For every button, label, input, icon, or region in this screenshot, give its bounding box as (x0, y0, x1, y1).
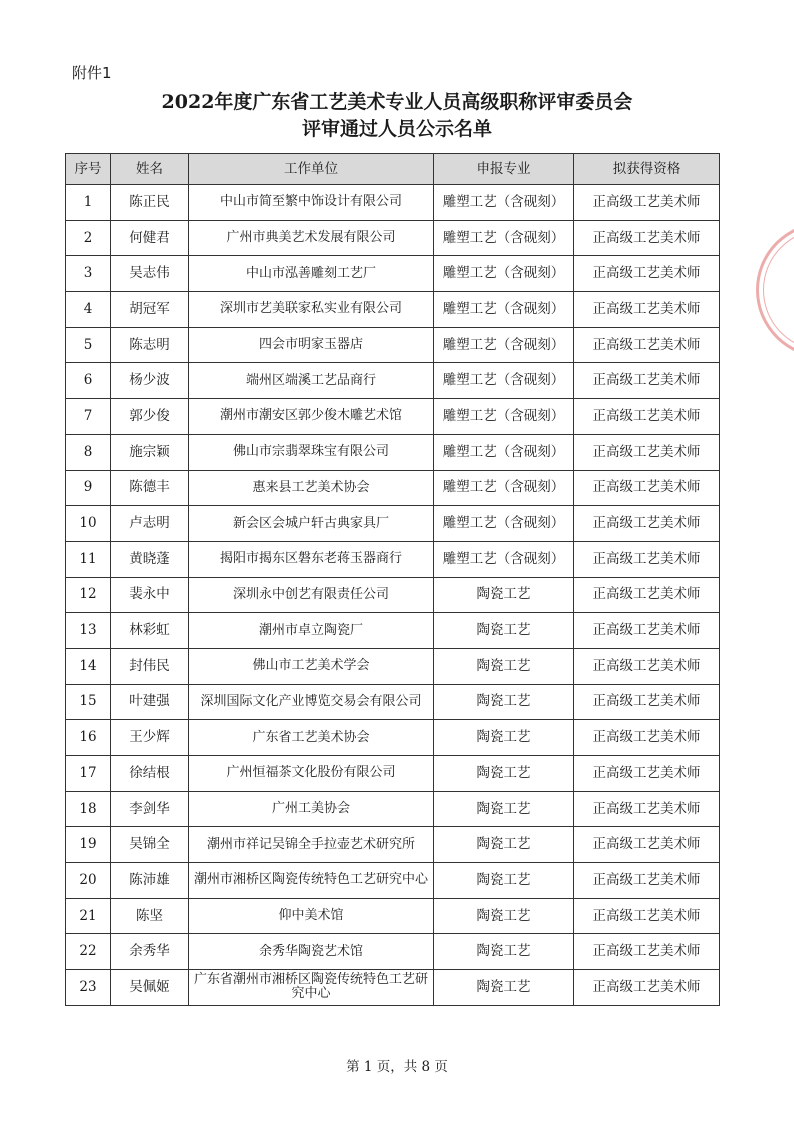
declared-major: 陶瓷工艺 (434, 827, 574, 863)
qualification: 正高级工艺美术师 (574, 577, 720, 613)
row-number: 19 (66, 827, 111, 863)
declared-major: 雕塑工艺（含砚刻） (434, 434, 574, 470)
row-number: 3 (66, 256, 111, 292)
qualification: 正高级工艺美术师 (574, 327, 720, 363)
work-unit: 广州工美协会 (189, 791, 434, 827)
person-name: 陈坚 (111, 898, 189, 934)
person-name: 陈德丰 (111, 470, 189, 506)
table-row (66, 827, 720, 863)
qualification: 正高级工艺美术师 (574, 684, 720, 720)
table-row (66, 648, 720, 684)
work-unit: 仰中美术馆 (189, 898, 434, 934)
work-unit: 四会市明家玉器店 (189, 327, 434, 363)
declared-major: 陶瓷工艺 (434, 934, 574, 970)
table-row (66, 970, 720, 1006)
table-row (66, 399, 720, 435)
declared-major: 雕塑工艺（含砚刻） (434, 470, 574, 506)
row-number: 4 (66, 292, 111, 328)
table-row (66, 292, 720, 328)
col-header-name: 姓名 (111, 154, 189, 185)
person-name: 胡冠军 (111, 292, 189, 328)
qualification: 正高级工艺美术师 (574, 970, 720, 1006)
work-unit: 余秀华陶瓷艺术馆 (189, 934, 434, 970)
table-header-row (66, 154, 720, 185)
work-unit: 潮州市湘桥区陶瓷传统特色工艺研究中心 (189, 863, 434, 899)
qualification: 正高级工艺美术师 (574, 756, 720, 792)
person-name: 陈沛雄 (111, 863, 189, 899)
row-number: 21 (66, 898, 111, 934)
qualification: 正高级工艺美术师 (574, 863, 720, 899)
work-unit: 潮州市卓立陶瓷厂 (189, 613, 434, 649)
work-unit: 端州区端溪工艺品商行 (189, 363, 434, 399)
qualification: 正高级工艺美术师 (574, 185, 720, 221)
person-name: 余秀华 (111, 934, 189, 970)
person-name: 叶建强 (111, 684, 189, 720)
person-name: 郭少俊 (111, 399, 189, 435)
row-number: 16 (66, 720, 111, 756)
table-row (66, 791, 720, 827)
row-number: 8 (66, 434, 111, 470)
work-unit: 揭阳市揭东区磐东老蒋玉器商行 (189, 541, 434, 577)
declared-major: 陶瓷工艺 (434, 648, 574, 684)
row-number: 17 (66, 756, 111, 792)
attachment-label: 附件1 (72, 64, 112, 82)
person-name: 吴佩姬 (111, 970, 189, 1006)
qualification: 正高级工艺美术师 (574, 648, 720, 684)
table-row (66, 720, 720, 756)
row-number: 23 (66, 970, 111, 1006)
declared-major: 雕塑工艺（含砚刻） (434, 363, 574, 399)
table-row (66, 470, 720, 506)
declared-major: 陶瓷工艺 (434, 613, 574, 649)
table-row (66, 327, 720, 363)
work-unit: 中山市简至繁中饰设计有限公司 (189, 185, 434, 221)
table-row (66, 577, 720, 613)
row-number: 20 (66, 863, 111, 899)
work-unit: 佛山市工艺美术学会 (189, 648, 434, 684)
table-row (66, 506, 720, 542)
declared-major: 雕塑工艺（含砚刻） (434, 399, 574, 435)
col-header-no: 序号 (66, 154, 111, 185)
table-row (66, 898, 720, 934)
row-number: 2 (66, 220, 111, 256)
person-name: 封伟民 (111, 648, 189, 684)
table-row (66, 363, 720, 399)
row-number: 1 (66, 185, 111, 221)
work-unit: 深圳国际文化产业博览交易会有限公司 (189, 684, 434, 720)
work-unit: 潮州市潮安区郭少俊木雕艺术馆 (189, 399, 434, 435)
table-row (66, 756, 720, 792)
declared-major: 陶瓷工艺 (434, 577, 574, 613)
work-unit: 深圳市艺美联家私实业有限公司 (189, 292, 434, 328)
person-name: 吴志伟 (111, 256, 189, 292)
qualification: 正高级工艺美术师 (574, 363, 720, 399)
col-header-major: 申报专业 (434, 154, 574, 185)
declared-major: 雕塑工艺（含砚刻） (434, 327, 574, 363)
qualification: 正高级工艺美术师 (574, 541, 720, 577)
qualification: 正高级工艺美术师 (574, 292, 720, 328)
document-subtitle: 评审通过人员公示名单 (301, 118, 492, 140)
declared-major: 陶瓷工艺 (434, 684, 574, 720)
document-title: 2022年度广东省工艺美术专业人员高级职称评审委员会 (161, 91, 633, 113)
person-name: 何健君 (111, 220, 189, 256)
qualification: 正高级工艺美术师 (574, 256, 720, 292)
work-unit: 惠来县工艺美术协会 (189, 470, 434, 506)
row-number: 22 (66, 934, 111, 970)
declared-major: 陶瓷工艺 (434, 791, 574, 827)
person-name: 裴永中 (111, 577, 189, 613)
qualification: 正高级工艺美术师 (574, 434, 720, 470)
declared-major: 雕塑工艺（含砚刻） (434, 185, 574, 221)
row-number: 5 (66, 327, 111, 363)
qualification: 正高级工艺美术师 (574, 506, 720, 542)
official-seal (756, 222, 794, 358)
person-name: 卢志明 (111, 506, 189, 542)
row-number: 18 (66, 791, 111, 827)
table-row (66, 684, 720, 720)
work-unit: 广州市典美艺术发展有限公司 (189, 220, 434, 256)
work-unit: 潮州市祥记吴锦全手拉壶艺术研究所 (189, 827, 434, 863)
declared-major: 陶瓷工艺 (434, 863, 574, 899)
row-number: 10 (66, 506, 111, 542)
qualification: 正高级工艺美术师 (574, 898, 720, 934)
qualification: 正高级工艺美术师 (574, 470, 720, 506)
row-number: 9 (66, 470, 111, 506)
declared-major: 陶瓷工艺 (434, 898, 574, 934)
col-header-unit: 工作单位 (189, 154, 434, 185)
row-number: 15 (66, 684, 111, 720)
person-name: 杨少波 (111, 363, 189, 399)
qualification: 正高级工艺美术师 (574, 827, 720, 863)
declared-major: 陶瓷工艺 (434, 756, 574, 792)
row-number: 11 (66, 541, 111, 577)
person-name: 李剑华 (111, 791, 189, 827)
row-number: 14 (66, 648, 111, 684)
qualification: 正高级工艺美术师 (574, 613, 720, 649)
table-row (66, 256, 720, 292)
work-unit: 新会区会城户轩古典家具厂 (189, 506, 434, 542)
work-unit: 广东省工艺美术协会 (189, 720, 434, 756)
work-unit: 深圳永中创艺有限责任公司 (189, 577, 434, 613)
person-name: 王少辉 (111, 720, 189, 756)
work-unit: 广州恒福茶文化股份有限公司 (189, 756, 434, 792)
col-header-qualification: 拟获得资格 (574, 154, 720, 185)
qualification: 正高级工艺美术师 (574, 220, 720, 256)
person-name: 陈志明 (111, 327, 189, 363)
table-row (66, 934, 720, 970)
work-unit: 广东省潮州市湘桥区陶瓷传统特色工艺研究中心 (189, 970, 434, 1006)
declared-major: 陶瓷工艺 (434, 720, 574, 756)
person-name: 林彩虹 (111, 613, 189, 649)
row-number: 13 (66, 613, 111, 649)
declared-major: 雕塑工艺（含砚刻） (434, 541, 574, 577)
row-number: 12 (66, 577, 111, 613)
table-row (66, 613, 720, 649)
qualification: 正高级工艺美术师 (574, 934, 720, 970)
person-name: 黄晓蓬 (111, 541, 189, 577)
page-footer: 第 1 页，共 8 页 (346, 1059, 448, 1075)
declared-major: 陶瓷工艺 (434, 970, 574, 1006)
row-number: 7 (66, 399, 111, 435)
qualification: 正高级工艺美术师 (574, 791, 720, 827)
work-unit: 佛山市宗翡翠珠宝有限公司 (189, 434, 434, 470)
person-name: 吴锦全 (111, 827, 189, 863)
row-number: 6 (66, 363, 111, 399)
qualification: 正高级工艺美术师 (574, 720, 720, 756)
table-row (66, 541, 720, 577)
declared-major: 雕塑工艺（含砚刻） (434, 256, 574, 292)
person-name: 施宗颖 (111, 434, 189, 470)
table-row (66, 185, 720, 221)
table-row (66, 863, 720, 899)
declared-major: 雕塑工艺（含砚刻） (434, 506, 574, 542)
person-name: 徐结根 (111, 756, 189, 792)
table-row (66, 434, 720, 470)
roster-table (65, 153, 720, 1006)
person-name: 陈正民 (111, 185, 189, 221)
work-unit: 中山市泓善雕刻工艺厂 (189, 256, 434, 292)
table-row (66, 220, 720, 256)
qualification: 正高级工艺美术师 (574, 399, 720, 435)
declared-major: 雕塑工艺（含砚刻） (434, 220, 574, 256)
declared-major: 雕塑工艺（含砚刻） (434, 292, 574, 328)
